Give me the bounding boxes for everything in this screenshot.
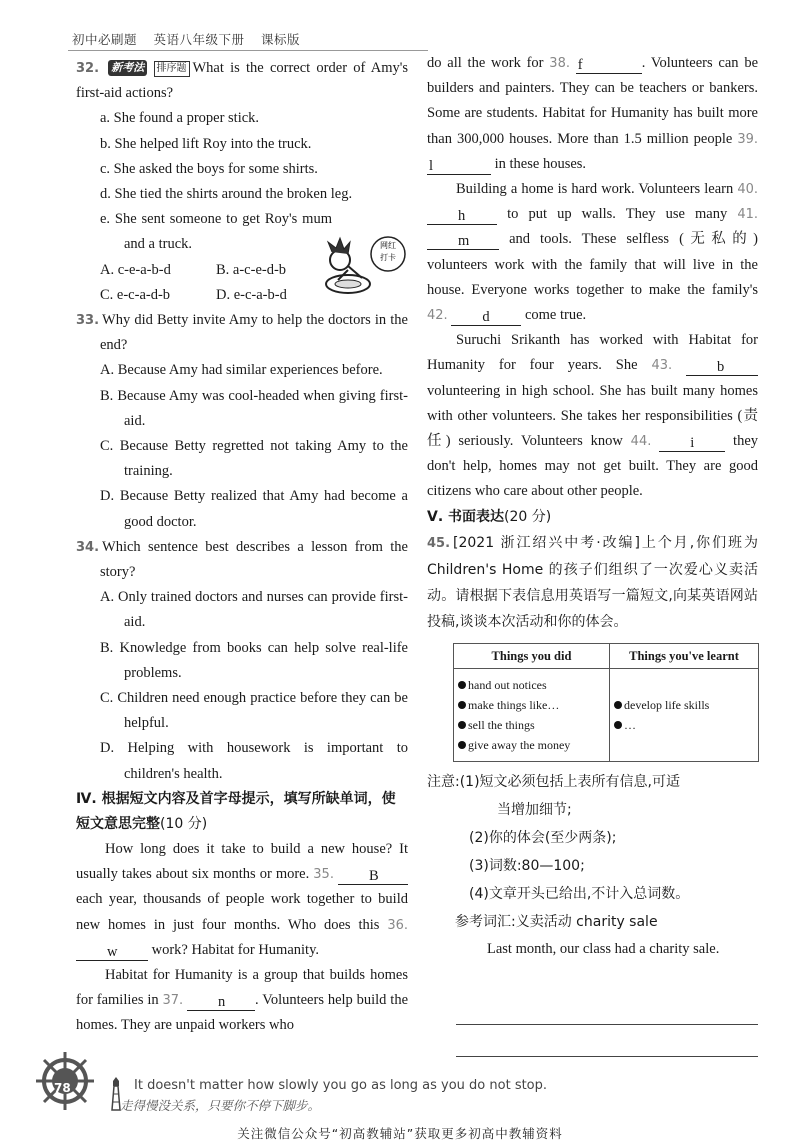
header-divider bbox=[68, 50, 428, 51]
question-stem: [2021 浙江绍兴中考·改编]上个月,你们班为 Children's Home 的孩子们组织了一次爱心义卖活动。请根据下表信息用英语写一篇短文,向某英语网站投稿,谈谈本次活动和你的体会。 bbox=[427, 534, 758, 630]
passage-text: in these houses. bbox=[494, 155, 587, 172]
header-edition: 课标版 bbox=[261, 32, 301, 47]
sort-type-tag: 排序题 bbox=[154, 61, 190, 77]
blank-38[interactable]: f bbox=[576, 56, 642, 74]
blank-40[interactable]: h bbox=[427, 207, 497, 225]
section-title-text: Ⅴ. 书面表达 bbox=[427, 508, 505, 525]
section-5-title bbox=[427, 505, 758, 530]
passage-text: volunteering in high school. She has built many homes with other volunteers. She takes her responsibilities (责任) seriously. Volunteers know bbox=[427, 382, 758, 450]
header-book: 初中必刷题 bbox=[72, 32, 138, 47]
question-34 bbox=[76, 535, 408, 787]
answer-option[interactable]: A. Only trained doctors and nurses can provide first-aid. bbox=[100, 589, 408, 631]
passage-text: Suruchi Srikanth has worked with Habitat for Humanity for four years. She bbox=[427, 332, 758, 374]
header-subject: 英语八年级下册 bbox=[153, 32, 245, 47]
blank-number: 43. bbox=[651, 358, 673, 374]
answer-option[interactable]: D. Helping with housework is important to children's health. bbox=[100, 740, 408, 782]
blank-number: 44. bbox=[630, 434, 652, 450]
passage-text: Habitat for Humanity is a group that builds homes for families in bbox=[76, 966, 408, 1009]
note-line: (3)词数:80—100; bbox=[469, 857, 585, 874]
left-column bbox=[76, 56, 408, 1039]
passage-text: How long does it take to build a new house? It usually takes about six months or more. bbox=[76, 840, 408, 883]
essay-opening: Last month, our class had a charity sale. bbox=[487, 940, 720, 957]
answer-option[interactable]: D. Because Betty realized that Amy had become a good doctor. bbox=[100, 488, 408, 530]
writing-line[interactable] bbox=[456, 1024, 758, 1025]
answer-option[interactable]: B. Knowledge from books can help solve real-life problems. bbox=[100, 639, 408, 681]
answer-option[interactable]: B. Because Amy was cool-headed when giving first-aid. bbox=[100, 387, 408, 429]
answer-option[interactable]: A. c-e-a-b-d bbox=[100, 261, 171, 278]
passage-text: come true. bbox=[524, 307, 587, 324]
bullet-icon bbox=[458, 741, 466, 749]
answer-option[interactable]: C. e-c-a-d-b bbox=[100, 286, 171, 303]
blank-number: 38. bbox=[549, 56, 570, 71]
passage-text: work? Habitat for Humanity. bbox=[151, 941, 319, 958]
reference-vocab: 参考词汇:义卖活动 charity sale bbox=[455, 913, 658, 930]
blank-37[interactable]: n bbox=[187, 993, 255, 1011]
writing-line[interactable] bbox=[456, 1056, 758, 1057]
blank-35[interactable]: B bbox=[338, 867, 408, 885]
list-item: give away the money bbox=[458, 735, 605, 755]
list-item: hand out notices bbox=[458, 675, 605, 695]
note-line: 当增加细节; bbox=[497, 801, 572, 818]
blank-43[interactable]: b bbox=[686, 358, 758, 376]
sequence-item: d. She tied the shirts around the broken leg. bbox=[100, 186, 353, 203]
cartoon-illustration bbox=[318, 230, 408, 302]
blank-number: 35. bbox=[313, 867, 334, 883]
blank-41[interactable]: m bbox=[427, 232, 499, 250]
info-table bbox=[453, 643, 759, 762]
question-number: 34. bbox=[76, 539, 100, 555]
svg-text:打卡: 打卡 bbox=[380, 253, 396, 262]
motto-english: It doesn't matter how slowly you go as long as you do not stop. bbox=[134, 1078, 548, 1093]
question-stem: What is the correct order of Amy's first-aid actions? bbox=[76, 60, 409, 102]
list-item: make things like… bbox=[458, 695, 605, 715]
blank-44[interactable]: i bbox=[659, 434, 725, 452]
blank-42[interactable]: d bbox=[451, 308, 521, 326]
table-header: Things you've learnt bbox=[610, 643, 759, 668]
passage-text: . Volunteers help build the homes. They are unpaid workers who bbox=[76, 992, 408, 1034]
question-stem: Which sentence best describes a lesson from the story? bbox=[100, 538, 408, 581]
motto-chinese: 走得慢没关系，只要你不停下脚步。 bbox=[120, 1098, 321, 1113]
note-line: (4)文章开头已给出,不计入总词数。 bbox=[469, 885, 690, 902]
writing-notes bbox=[427, 768, 758, 936]
cartoon-text: 网红 bbox=[380, 241, 396, 250]
answer-option[interactable]: A. Because Amy had similar experiences before. bbox=[100, 362, 383, 379]
new-method-tag: 新考法 bbox=[108, 60, 147, 76]
question-number: 32. bbox=[76, 61, 100, 76]
blank-number: 39. bbox=[737, 131, 758, 147]
note-line: (2)你的体会(至少两条); bbox=[469, 829, 617, 846]
blank-number: 37. bbox=[162, 993, 184, 1009]
section-4-title bbox=[76, 787, 408, 837]
bullet-icon bbox=[614, 721, 622, 729]
table-cell-learnt bbox=[610, 668, 759, 761]
blank-36[interactable]: w bbox=[76, 943, 148, 961]
answer-option[interactable]: C. Children need enough practice before they can be helpful. bbox=[100, 690, 408, 732]
passage-paragraph-2a bbox=[76, 963, 408, 1039]
answer-option[interactable]: B. a-c-e-d-b bbox=[216, 261, 287, 278]
question-number: 33. bbox=[76, 313, 100, 329]
passage-paragraph-1 bbox=[76, 837, 408, 963]
blank-number: 36. bbox=[387, 917, 408, 933]
passage-paragraph-4 bbox=[427, 328, 758, 504]
section-title-text: Ⅳ. 根据短文内容及首字母提示，填写所缺单词，使短文意思完整 bbox=[76, 790, 396, 832]
passage-text: each year, thousands of people work together to build new homes in just four months. Who does this bbox=[76, 891, 408, 933]
right-column bbox=[427, 51, 758, 962]
sequence-item: c. She asked the boys for some shirts. bbox=[100, 160, 318, 177]
sequence-item: b. She helped lift Roy into the truck. bbox=[100, 135, 312, 152]
question-stem: Why did Betty invite Amy to help the doctors in the end? bbox=[100, 312, 408, 354]
bullet-icon bbox=[614, 701, 622, 709]
blank-number: 40. bbox=[737, 182, 758, 198]
question-45 bbox=[427, 530, 758, 635]
bullet-icon bbox=[458, 701, 466, 709]
bullet-icon bbox=[458, 681, 466, 689]
passage-text: they don't help, homes may not get built. They are good citizens who care about other people. bbox=[427, 433, 759, 500]
answer-option[interactable]: C. Because Betty regretted not taking Amy to the training. bbox=[100, 438, 408, 480]
section-score: (20 分) bbox=[504, 508, 552, 525]
table-header: Things you did bbox=[454, 643, 610, 668]
passage-text: to put up walls. They use many bbox=[507, 206, 728, 223]
passage-paragraph-3 bbox=[427, 177, 758, 328]
blank-number: 41. bbox=[737, 207, 759, 223]
page-header bbox=[72, 30, 312, 48]
question-33 bbox=[76, 308, 408, 535]
section-score: (10 分) bbox=[160, 815, 208, 832]
question-number: 45. bbox=[427, 535, 451, 551]
note-line: 注意:(1)短文必须包括上表所有信息,可适 bbox=[427, 773, 680, 790]
list-item: … bbox=[614, 715, 754, 735]
passage-text: do all the work for bbox=[427, 55, 544, 71]
list-item: sell the things bbox=[458, 715, 605, 735]
blank-number: 42. bbox=[427, 308, 448, 324]
answer-option[interactable]: D. e-c-a-b-d bbox=[216, 286, 287, 303]
passage-text: and tools. These selfless (无私的) volunteers work with the family that will live in the house. Everyone works together to make the family's bbox=[427, 231, 758, 298]
watermark-footer-text: 关注微信公众号“初高教辅站”获取更多初高中教辅资料 bbox=[237, 1126, 563, 1141]
blank-39[interactable]: l bbox=[427, 157, 491, 175]
passage-paragraph-2b bbox=[427, 51, 758, 177]
sequence-item: e. She sent someone to get Roy's mum and a truck. bbox=[100, 211, 332, 253]
sequence-item: a. She found a proper stick. bbox=[100, 110, 260, 127]
passage-text: Building a home is hard work. Volunteers learn bbox=[456, 181, 734, 198]
passage-text: . Volunteers can be builders and painters. They can be teachers or bankers. Some are students. Habitat for Humanity has built more than 300,000 houses. More than 1.5 million people bbox=[427, 55, 759, 147]
table-cell-did bbox=[454, 668, 610, 761]
bullet-icon bbox=[458, 721, 466, 729]
page-number: 78 bbox=[54, 1081, 71, 1095]
list-item: develop life skills bbox=[614, 695, 754, 715]
